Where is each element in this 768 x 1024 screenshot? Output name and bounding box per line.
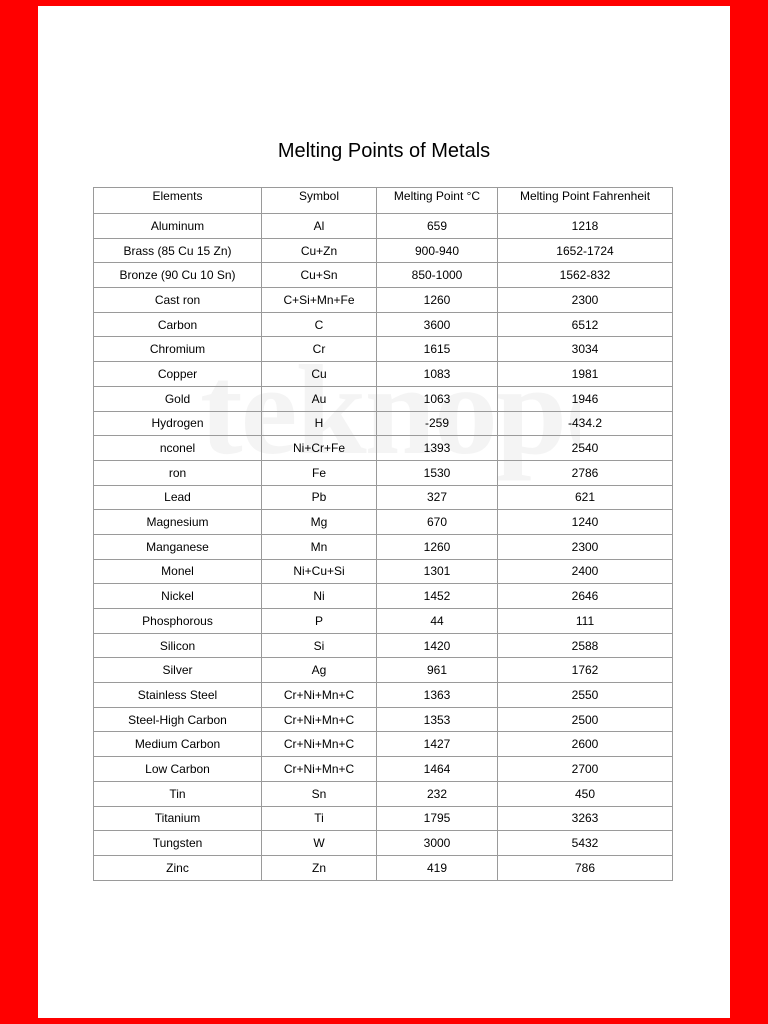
element-cell: Gold	[94, 386, 262, 411]
celsius-cell: 1260	[377, 534, 498, 559]
element-cell: Chromium	[94, 337, 262, 362]
celsius-cell: 1063	[377, 386, 498, 411]
table-row	[94, 534, 673, 559]
table-row	[94, 781, 673, 806]
column-header-celsius: Melting Point °C	[377, 188, 498, 214]
symbol-cell: Cr	[262, 337, 377, 362]
celsius-cell: 1427	[377, 732, 498, 757]
symbol-cell: Ni+Cu+Si	[262, 559, 377, 584]
symbol-cell: Ni	[262, 584, 377, 609]
element-cell: Stainless Steel	[94, 683, 262, 708]
celsius-cell: 659	[377, 214, 498, 239]
element-cell: Nickel	[94, 584, 262, 609]
table-row	[94, 436, 673, 461]
element-cell: Monel	[94, 559, 262, 584]
element-cell: Bronze (90 Cu 10 Sn)	[94, 263, 262, 288]
fahrenheit-cell: 2646	[498, 584, 673, 609]
fahrenheit-cell: 2550	[498, 683, 673, 708]
fahrenheit-cell: 2300	[498, 288, 673, 313]
celsius-cell: 670	[377, 510, 498, 535]
fahrenheit-cell: 1762	[498, 658, 673, 683]
table-row	[94, 386, 673, 411]
symbol-cell: C+Si+Mn+Fe	[262, 288, 377, 313]
fahrenheit-cell: 2588	[498, 633, 673, 658]
element-cell: Silver	[94, 658, 262, 683]
fahrenheit-cell: 5432	[498, 831, 673, 856]
element-cell: Phosphorous	[94, 609, 262, 634]
element-cell: Lead	[94, 485, 262, 510]
table-row	[94, 658, 673, 683]
celsius-cell: -259	[377, 411, 498, 436]
page-title: Melting Points of Metals	[277, 140, 491, 162]
table-row	[94, 238, 673, 263]
fahrenheit-cell: 1652-1724	[498, 238, 673, 263]
celsius-cell: 1083	[377, 362, 498, 387]
element-cell: Manganese	[94, 534, 262, 559]
celsius-cell: 3000	[377, 831, 498, 856]
element-cell: ron	[94, 460, 262, 485]
table-row	[94, 460, 673, 485]
melting-points-table	[93, 187, 673, 881]
celsius-cell: 1420	[377, 633, 498, 658]
symbol-cell: Cu+Sn	[262, 263, 377, 288]
symbol-cell: Ag	[262, 658, 377, 683]
table-row	[94, 609, 673, 634]
table-header-row	[94, 188, 673, 214]
celsius-cell: 900-940	[377, 238, 498, 263]
table-row	[94, 584, 673, 609]
fahrenheit-cell: 1218	[498, 214, 673, 239]
element-cell: Aluminum	[94, 214, 262, 239]
fahrenheit-cell: 2300	[498, 534, 673, 559]
celsius-cell: 1452	[377, 584, 498, 609]
table-row	[94, 806, 673, 831]
fahrenheit-cell: 3034	[498, 337, 673, 362]
symbol-cell: Cu	[262, 362, 377, 387]
symbol-cell: Si	[262, 633, 377, 658]
symbol-cell: Cr+Ni+Mn+C	[262, 707, 377, 732]
fahrenheit-cell: 111	[498, 609, 673, 634]
column-header-fahrenheit: Melting Point Fahrenheit	[498, 188, 673, 214]
table-row	[94, 683, 673, 708]
fahrenheit-cell: 1946	[498, 386, 673, 411]
fahrenheit-cell: 3263	[498, 806, 673, 831]
table-row	[94, 288, 673, 313]
celsius-cell: 1363	[377, 683, 498, 708]
table-body	[94, 214, 673, 881]
fahrenheit-cell: 1981	[498, 362, 673, 387]
table-row	[94, 337, 673, 362]
celsius-cell: 1353	[377, 707, 498, 732]
fahrenheit-cell: 2400	[498, 559, 673, 584]
table-row	[94, 312, 673, 337]
table-row	[94, 855, 673, 880]
celsius-cell: 327	[377, 485, 498, 510]
table-row	[94, 485, 673, 510]
table-row	[94, 757, 673, 782]
element-cell: Zinc	[94, 855, 262, 880]
celsius-cell: 1795	[377, 806, 498, 831]
element-cell: Magnesium	[94, 510, 262, 535]
fahrenheit-cell: 6512	[498, 312, 673, 337]
celsius-cell: 419	[377, 855, 498, 880]
element-cell: Copper	[94, 362, 262, 387]
symbol-cell: Zn	[262, 855, 377, 880]
fahrenheit-cell: 2700	[498, 757, 673, 782]
fahrenheit-cell: 2500	[498, 707, 673, 732]
fahrenheit-cell: 450	[498, 781, 673, 806]
celsius-cell: 1464	[377, 757, 498, 782]
table-row	[94, 411, 673, 436]
element-cell: Tin	[94, 781, 262, 806]
fahrenheit-cell: 2540	[498, 436, 673, 461]
table-row	[94, 510, 673, 535]
fahrenheit-cell: 1240	[498, 510, 673, 535]
symbol-cell: W	[262, 831, 377, 856]
symbol-cell: Cu+Zn	[262, 238, 377, 263]
fahrenheit-cell: -434.2	[498, 411, 673, 436]
element-cell: Silicon	[94, 633, 262, 658]
symbol-cell: H	[262, 411, 377, 436]
symbol-cell: Fe	[262, 460, 377, 485]
element-cell: nconel	[94, 436, 262, 461]
celsius-cell: 850-1000	[377, 263, 498, 288]
table-row	[94, 633, 673, 658]
celsius-cell: 1615	[377, 337, 498, 362]
element-cell: Tungsten	[94, 831, 262, 856]
celsius-cell: 3600	[377, 312, 498, 337]
symbol-cell: Cr+Ni+Mn+C	[262, 732, 377, 757]
element-cell: Hydrogen	[94, 411, 262, 436]
element-cell: Cast ron	[94, 288, 262, 313]
symbol-cell: Ti	[262, 806, 377, 831]
celsius-cell: 1530	[377, 460, 498, 485]
fahrenheit-cell: 2786	[498, 460, 673, 485]
table-row	[94, 362, 673, 387]
symbol-cell: Cr+Ni+Mn+C	[262, 757, 377, 782]
symbol-cell: Al	[262, 214, 377, 239]
element-cell: Medium Carbon	[94, 732, 262, 757]
table-row	[94, 263, 673, 288]
fahrenheit-cell: 786	[498, 855, 673, 880]
column-header-symbol: Symbol	[262, 188, 377, 214]
symbol-cell: Sn	[262, 781, 377, 806]
table-row	[94, 214, 673, 239]
celsius-cell: 1301	[377, 559, 498, 584]
fahrenheit-cell: 621	[498, 485, 673, 510]
fahrenheit-cell: 1562-832	[498, 263, 673, 288]
celsius-cell: 1260	[377, 288, 498, 313]
symbol-cell: P	[262, 609, 377, 634]
symbol-cell: Mn	[262, 534, 377, 559]
table-row	[94, 559, 673, 584]
table-row	[94, 707, 673, 732]
element-cell: Steel-High Carbon	[94, 707, 262, 732]
symbol-cell: Au	[262, 386, 377, 411]
celsius-cell: 961	[377, 658, 498, 683]
celsius-cell: 232	[377, 781, 498, 806]
celsius-cell: 44	[377, 609, 498, 634]
element-cell: Titanium	[94, 806, 262, 831]
fahrenheit-cell: 2600	[498, 732, 673, 757]
table-row	[94, 732, 673, 757]
celsius-cell: 1393	[377, 436, 498, 461]
element-cell: Brass (85 Cu 15 Zn)	[94, 238, 262, 263]
symbol-cell: Mg	[262, 510, 377, 535]
symbol-cell: Pb	[262, 485, 377, 510]
table-row	[94, 831, 673, 856]
column-header-elements: Elements	[94, 188, 262, 214]
symbol-cell: Cr+Ni+Mn+C	[262, 683, 377, 708]
symbol-cell: C	[262, 312, 377, 337]
symbol-cell: Ni+Cr+Fe	[262, 436, 377, 461]
element-cell: Carbon	[94, 312, 262, 337]
element-cell: Low Carbon	[94, 757, 262, 782]
